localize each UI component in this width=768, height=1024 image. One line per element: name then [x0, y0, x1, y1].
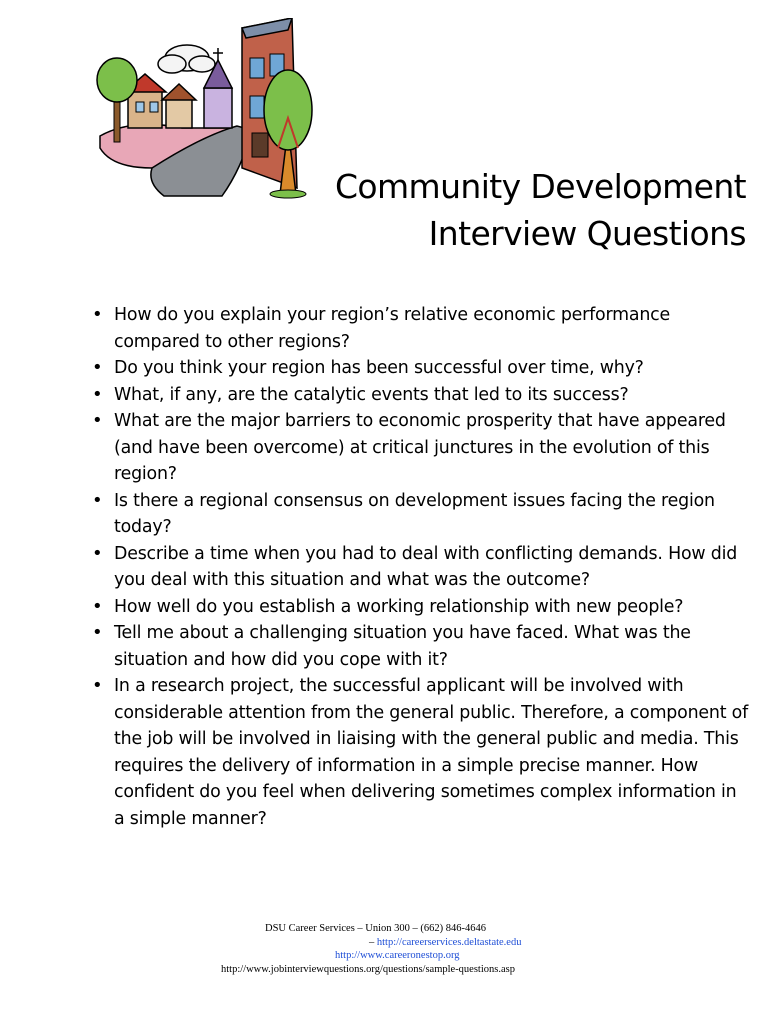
list-item: • What are the major barriers to economic prosperity that have appeared (and have been overcome) at critical junctures in the evolution of this region? — [92, 408, 752, 488]
footer — [0, 922, 768, 976]
list-item: • How well do you establish a working relationship with new people? — [92, 594, 752, 621]
page-title — [335, 163, 746, 257]
list-item: • Tell me about a challenging situation you have faced. What was the situation and how did you cope with it? — [92, 620, 752, 673]
jobinterviewquestions-url: http://www.jobinterviewquestions.org/questions/sample-questions.asp — [221, 963, 515, 975]
list-item: • Is there a regional consensus on development issues facing the region today? — [92, 488, 752, 541]
footer-dash: – — [369, 936, 377, 948]
list-item: • Describe a time when you had to deal with conflicting demands. How did you deal with this situation and what was the outcome? — [92, 541, 752, 594]
footer-contact: DSU Career Services – Union 300 – (662) 846-4646 — [265, 923, 487, 934]
list-item: • In a research project, the successful applicant will be involved with considerable attention from the general public. Therefore, a component of the job will be involved in liaising with the general public and media. This requires the delivery of information in a simple precise manner. How confident do you feel when delivering sometimes complex information in a simple manner? — [92, 673, 752, 832]
list-item: • Do you think your region has been successful over time, why? — [92, 355, 752, 382]
town-street-clipart — [92, 18, 324, 200]
footer-line-2 — [369, 936, 768, 950]
list-item: • How do you explain your region’s relative economic performance compared to other regions? — [92, 302, 752, 355]
title-line-2: Interview Questions — [428, 214, 746, 253]
careerservices-link[interactable]: http://careerservices.deltastate.edu — [376, 936, 522, 948]
careeronestop-link[interactable]: http://www.careeronestop.org — [335, 950, 460, 961]
question-list — [92, 302, 752, 832]
title-line-1: Community Development — [334, 167, 746, 206]
list-item: • What, if any, are the catalytic events that led to its success? — [92, 382, 752, 409]
